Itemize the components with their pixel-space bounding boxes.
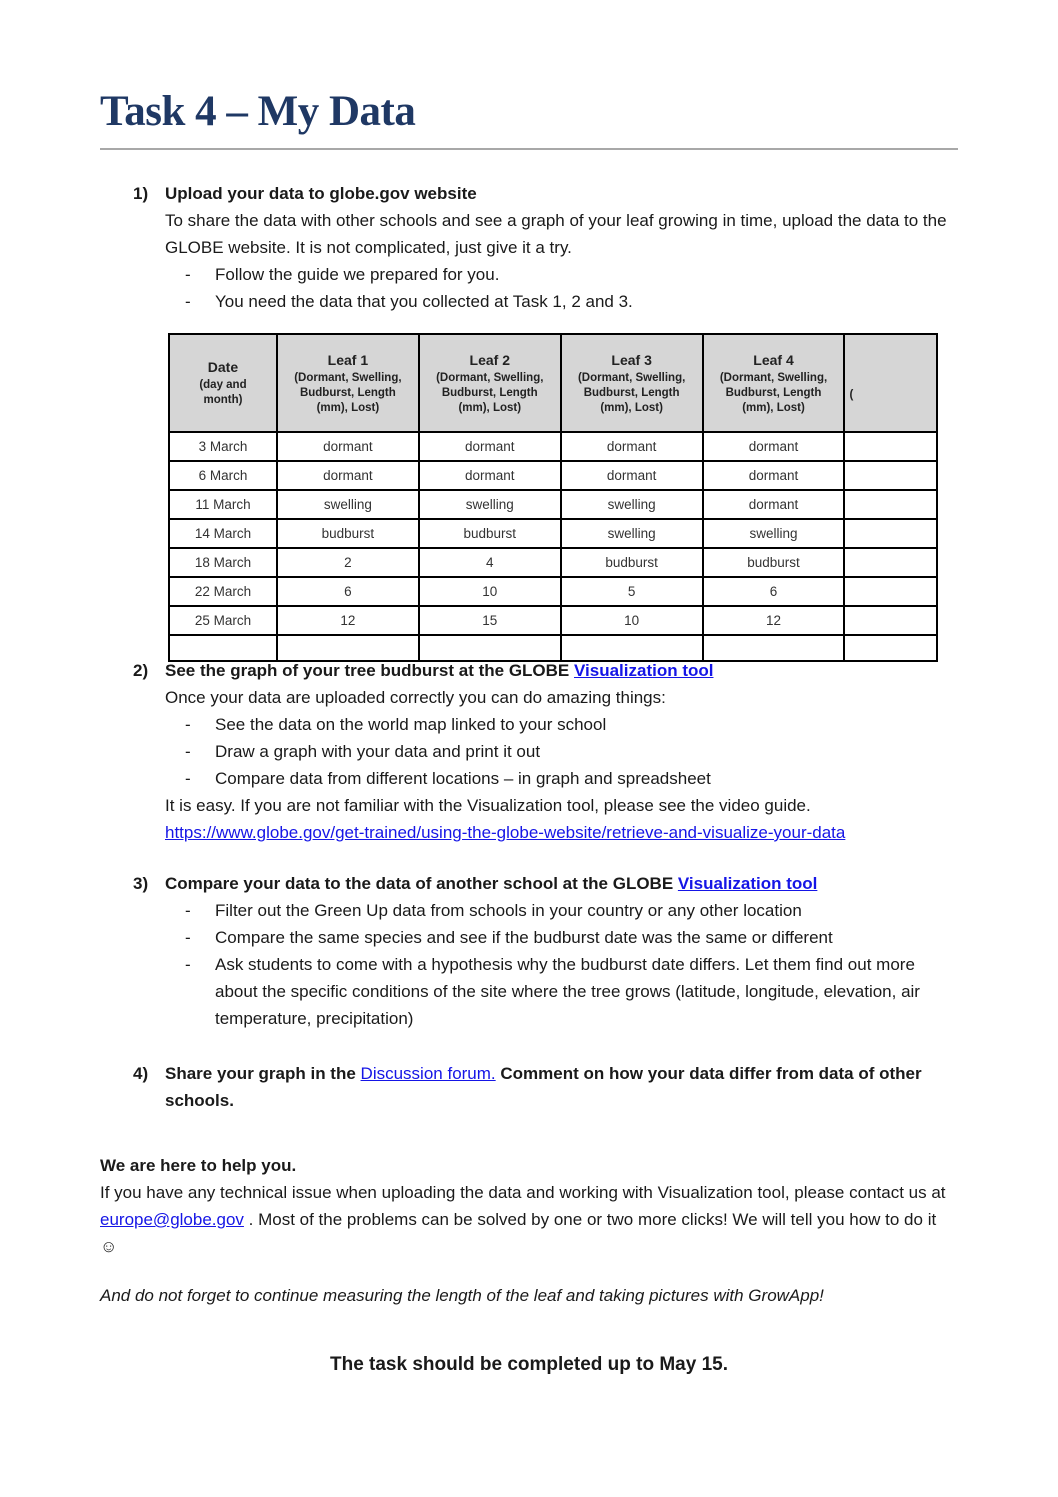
- email-link[interactable]: europe@globe.gov: [100, 1210, 244, 1229]
- visualization-tool-link[interactable]: Visualization tool: [574, 661, 714, 680]
- visualization-tool-link[interactable]: Visualization tool: [677, 874, 818, 893]
- item3-bullets: [165, 897, 958, 1032]
- leaf-value-cell: budburst: [561, 548, 703, 577]
- bullet-item: [185, 711, 958, 738]
- leaf-value-cell: 10: [561, 606, 703, 635]
- clipped-cell: [844, 606, 937, 635]
- table-row: [169, 432, 937, 461]
- title-divider: [100, 148, 958, 150]
- help-text: [100, 1179, 958, 1260]
- list-item-1: [133, 180, 958, 315]
- item2-bullets: [165, 711, 958, 792]
- leaf-value-cell: dormant: [277, 432, 419, 461]
- bullet-text: Compare the same species and see if the budburst date was the same or different: [215, 928, 833, 947]
- date-cell: 25 March: [169, 606, 277, 635]
- bullet-text: You need the data that you collected at Task 1, 2 and 3.: [215, 292, 633, 311]
- column-title: Leaf 2: [469, 351, 510, 368]
- help-text-post: . Most of the problems can be solved by one or two more clicks! We will tell you how to do it ☺: [100, 1210, 937, 1256]
- item2-outro: It is easy. If you are not familiar with the Visualization tool, please see the video guide.: [165, 796, 811, 815]
- video-guide-url-link[interactable]: https://www.globe.gov/get-trained/using-the-globe-website/retrieve-and-visualize-your-data: [165, 823, 846, 842]
- dash-bullet: -: [185, 769, 191, 788]
- list-item-4: [133, 1060, 958, 1114]
- date-cell: 18 March: [169, 548, 277, 577]
- list-number: 2): [133, 661, 149, 680]
- leaf-column-header: [277, 334, 419, 432]
- leaf-column-header: [703, 334, 845, 432]
- item3-heading-text: Compare your data to the data of another school at the GLOBE: [165, 874, 678, 893]
- leaf-value-cell: dormant: [703, 490, 845, 519]
- item3-heading: [165, 870, 958, 897]
- leaf-value-cell: 10: [419, 577, 561, 606]
- column-subtitle: (Dormant, Swelling, Budburst, Length (mm), Lost): [719, 371, 828, 414]
- leaf-value-cell: 2: [277, 548, 419, 577]
- leaf-value-cell: dormant: [419, 432, 561, 461]
- clipped-cell: [844, 519, 937, 548]
- leaf-value-cell: dormant: [561, 461, 703, 490]
- table-header-row: [169, 334, 937, 432]
- dash-bullet: -: [185, 292, 191, 311]
- item1-body: To share the data with other schools and see a graph of your leaf growing in time, upload the data to the GLOBE website. It is not complicated, just give it a try.: [165, 211, 947, 257]
- table-row: [169, 577, 937, 606]
- clipped-cell: [844, 577, 937, 606]
- table-row: [169, 548, 937, 577]
- table-row: [169, 606, 937, 635]
- leaf-value-cell: 12: [703, 606, 845, 635]
- leaf-value-cell: 6: [703, 577, 845, 606]
- clipped-cell: [844, 548, 937, 577]
- date-cell: 22 March: [169, 577, 277, 606]
- date-cell: 6 March: [169, 461, 277, 490]
- table-row: [169, 490, 937, 519]
- bullet-text: Compare data from different locations – in graph and spreadsheet: [215, 769, 711, 788]
- dash-bullet: -: [185, 901, 191, 920]
- leaf-value-cell: swelling: [561, 490, 703, 519]
- date-cell: 11 March: [169, 490, 277, 519]
- deadline-text: The task should be completed up to May 15.: [329, 1354, 729, 1375]
- item1-heading: Upload your data to globe.gov website: [165, 184, 477, 203]
- column-subtitle: (Dormant, Swelling, Budburst, Length (mm), Lost): [436, 371, 544, 414]
- page-title: Task 4 – My Data: [100, 88, 416, 135]
- column-subtitle: (Dormant, Swelling, Budburst, Length (mm), Lost): [577, 371, 686, 414]
- leaf-value-cell: swelling: [277, 490, 419, 519]
- bullet-text: See the data on the world map linked to your school: [215, 715, 607, 734]
- help-text-pre: If you have any technical issue when uploading the data and working with Visualization tool, please contact us at: [100, 1183, 946, 1202]
- item2-intro: Once your data are uploaded correctly you can do amazing things:: [165, 688, 666, 707]
- leaf-value-cell: dormant: [419, 461, 561, 490]
- item2-url-line: [165, 819, 958, 846]
- discussion-forum-link[interactable]: Discussion forum.: [360, 1064, 496, 1083]
- column-title: Date: [207, 359, 239, 375]
- clipped-column-header: [844, 334, 937, 432]
- help-section: [100, 1152, 958, 1260]
- bullet-item: [185, 765, 958, 792]
- date-column-header: [169, 334, 277, 432]
- clipped-cell: [844, 432, 937, 461]
- list-number: 4): [133, 1064, 149, 1083]
- column-subtitle: (day and month): [199, 379, 247, 406]
- column-title: Leaf 3: [611, 351, 652, 368]
- list-number: 3): [133, 874, 149, 893]
- leaf-column-header: [561, 334, 703, 432]
- leaf-value-cell: budburst: [419, 519, 561, 548]
- dash-bullet: -: [185, 955, 191, 974]
- growapp-reminder-note: And do not forget to continue measuring the length of the leaf and taking pictures with GrowApp!: [100, 1286, 824, 1305]
- leaf-value-cell: swelling: [419, 490, 561, 519]
- leaf-value-cell: dormant: [703, 461, 845, 490]
- leaf-value-cell: 4: [419, 548, 561, 577]
- leaf-value-cell: 5: [561, 577, 703, 606]
- bullet-item: [185, 951, 958, 1032]
- item1-bullets: [165, 261, 958, 315]
- item2-heading: [165, 657, 958, 684]
- date-cell: 3 March: [169, 432, 277, 461]
- bullet-text: Filter out the Green Up data from schools in your country or any other location: [215, 901, 802, 920]
- bullet-item: [185, 288, 958, 315]
- item4-text-pre: Share your graph in the: [165, 1064, 361, 1083]
- table-row: [169, 519, 937, 548]
- leaf-data-table: [168, 333, 938, 662]
- leaf-value-cell: dormant: [703, 432, 845, 461]
- bullet-text: Ask students to come with a hypothesis why the budburst date differs. Let them find out more about the specific conditions of the site where the tree grows (latitude, longitude, elevation, air temperature, precipitation): [215, 955, 920, 1028]
- leaf-value-cell: budburst: [703, 548, 845, 577]
- leaf-value-cell: dormant: [277, 461, 419, 490]
- leaf-column-header: [419, 334, 561, 432]
- dash-bullet: -: [185, 928, 191, 947]
- bullet-item: [185, 738, 958, 765]
- bullet-text: Draw a graph with your data and print it out: [215, 742, 541, 761]
- leaf-value-cell: swelling: [703, 519, 845, 548]
- date-cell: 14 March: [169, 519, 277, 548]
- column-subtitle: (: [849, 388, 854, 401]
- bullet-item: [185, 897, 958, 924]
- clipped-cell: [844, 461, 937, 490]
- table-row: [169, 461, 937, 490]
- leaf-value-cell: budburst: [277, 519, 419, 548]
- column-title: Leaf 4: [753, 351, 794, 368]
- dash-bullet: -: [185, 742, 191, 761]
- bullet-item: [185, 924, 958, 951]
- item2-heading-text: See the graph of your tree budburst at the GLOBE: [165, 661, 574, 680]
- bullet-item: [185, 261, 958, 288]
- item4-text: [165, 1060, 958, 1114]
- list-number: 1): [133, 184, 149, 203]
- dash-bullet: -: [185, 265, 191, 284]
- list-item-3: [133, 870, 958, 1032]
- dash-bullet: -: [185, 715, 191, 734]
- leaf-value-cell: dormant: [561, 432, 703, 461]
- leaf-value-cell: 6: [277, 577, 419, 606]
- leaf-value-cell: 12: [277, 606, 419, 635]
- clipped-cell: [844, 490, 937, 519]
- leaf-value-cell: swelling: [561, 519, 703, 548]
- item4-text-post: Comment on how your data differ from data of other schools.: [165, 1064, 922, 1110]
- list-item-2: [133, 657, 958, 846]
- column-subtitle: (Dormant, Swelling, Budburst, Length (mm), Lost): [294, 371, 402, 414]
- leaf-value-cell: 15: [419, 606, 561, 635]
- leaf-data-table-image: [168, 333, 854, 643]
- column-title: Leaf 1: [327, 351, 369, 368]
- help-heading: We are here to help you.: [100, 1156, 297, 1175]
- bullet-text: Follow the guide we prepared for you.: [215, 265, 500, 284]
- table-body: [169, 432, 937, 661]
